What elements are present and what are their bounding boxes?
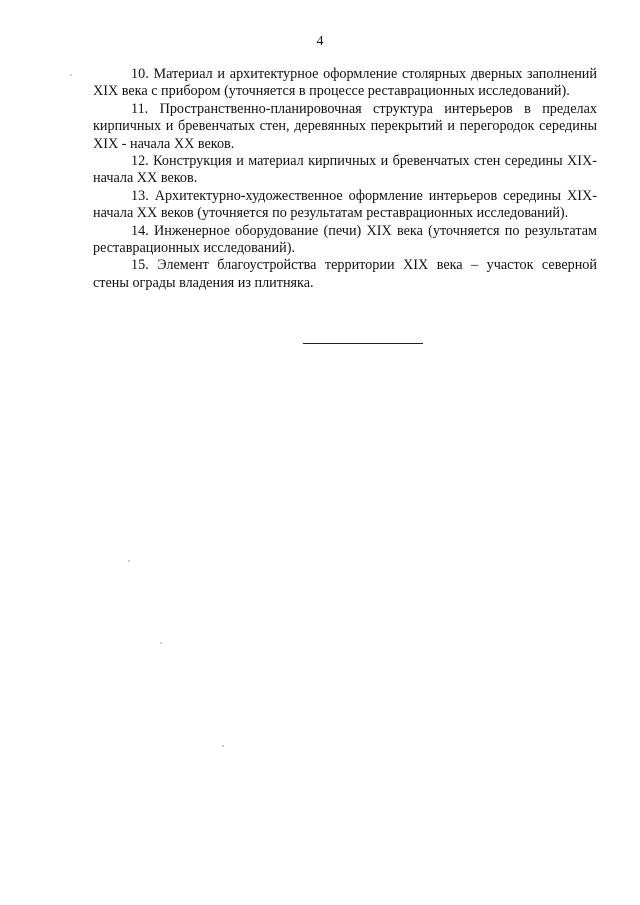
page-number: 4 (316, 34, 324, 49)
scan-speck (160, 642, 162, 644)
end-divider-line (303, 343, 423, 344)
scan-speck (70, 74, 72, 76)
list-item-15: 15. Элемент благоустройства территории XIX века – участок северной стены ограды владения из плитняка. (93, 257, 597, 291)
list-item-14: 14. Инженерное оборудование (печи) XIX века (уточняется по результатам реставрационных исследований). (93, 222, 597, 257)
document-body (93, 66, 597, 292)
list-item-13: 13. Архитектурно-художественное оформление интерьеров середины XIX-начала XX веков (уточняется по результатам реставрационных исследований). (93, 187, 597, 222)
list-item-12: 12. Конструкция и материал кирпичных и бревенчатых стен середины XIX-начала XX веков. (93, 153, 597, 187)
list-item-10: 10. Материал и архитектурное оформление столярных дверных заполнений XIX века с прибором (уточняется в процессе реставрационных исследований). (93, 66, 597, 100)
list-item-11: 11. Пространственно-планировочная структура интерьеров в пределах кирпичных и бревенчатых стен, деревянных перекрытий и перегородок середины XIX - начала XX веков. (93, 100, 597, 152)
scan-speck (128, 560, 130, 562)
scan-speck (222, 745, 224, 747)
